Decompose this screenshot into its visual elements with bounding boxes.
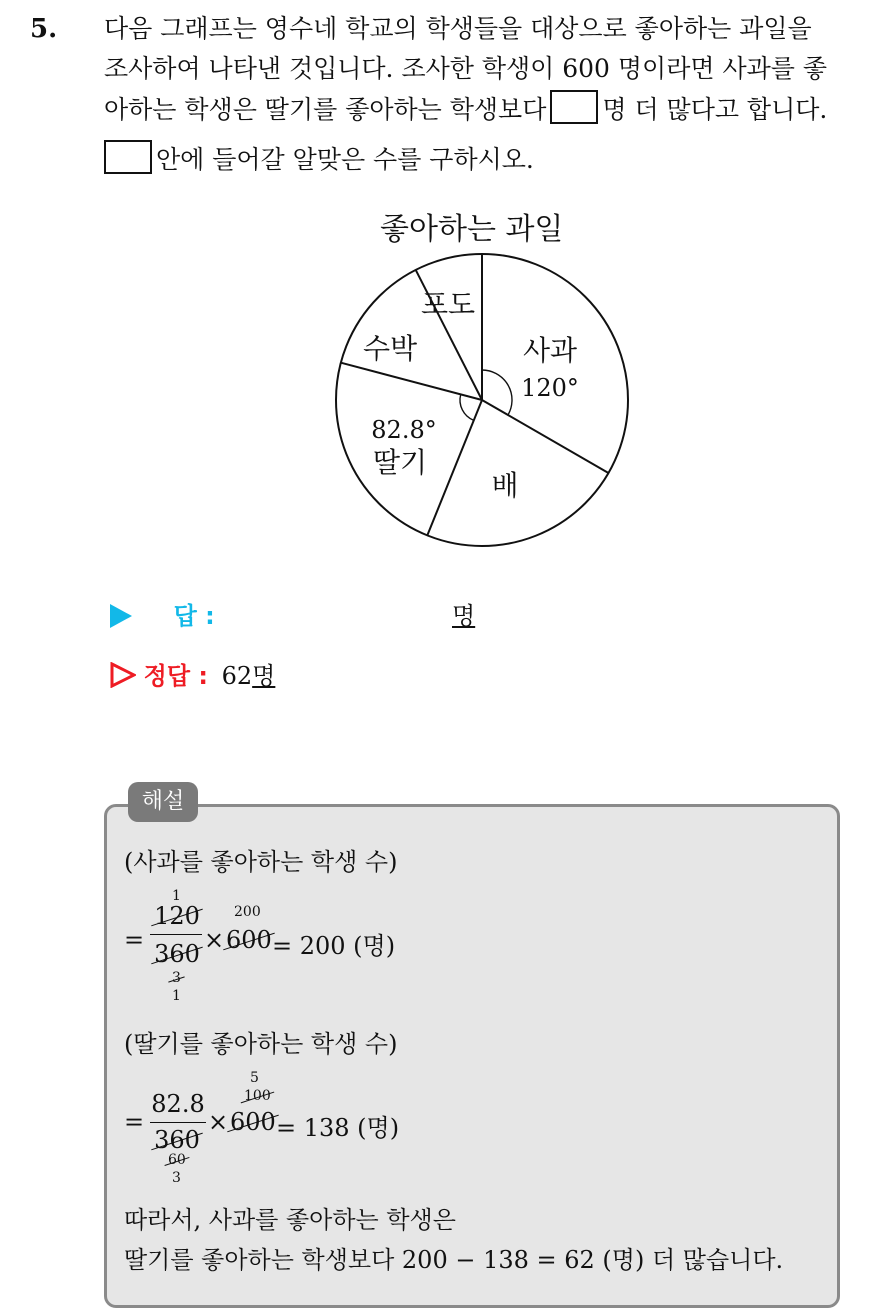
apple-equals: = <box>124 926 145 954</box>
apple-multiplier: 600 <box>226 926 272 954</box>
straw-fraction-bar <box>150 1122 206 1123</box>
answer-unit: 명 <box>452 602 476 630</box>
apple-result: = 200 (명) <box>272 932 396 960</box>
apple-denominator: 360 <box>154 940 200 968</box>
correct-answer-row <box>110 656 275 691</box>
apple-num-cancel: 1 <box>172 888 181 904</box>
straw-times: × <box>208 1108 229 1136</box>
answer-row <box>110 596 215 631</box>
question-line-1: 다음 그래프는 영수네 학교의 학생들을 대상으로 좋아하는 과일을 <box>104 14 812 43</box>
apple-times: × <box>204 926 225 954</box>
question-line-2: 조사하여 나타낸 것입니다. 조사한 학생이 600 명이라면 사과를 좋 <box>104 54 827 83</box>
straw-equals: = <box>124 1108 145 1136</box>
conclusion-line-2: 딸기를 좋아하는 학생보다 200 − 138 = 62 (명) 더 많습니다. <box>124 1246 784 1274</box>
question-line-3 <box>104 90 827 127</box>
apple-heading: (사과를 좋아하는 학생 수) <box>124 848 398 876</box>
question-line-4-text: 안에 들어갈 알맞은 수를 구하시오. <box>156 145 534 174</box>
straw-multiplier: 600 <box>230 1108 276 1136</box>
correct-answer-value: 62 <box>221 662 253 690</box>
answer-blank-box <box>550 90 598 124</box>
straw-result: = 138 (명) <box>276 1114 400 1142</box>
answer-blank-box-2 <box>104 140 152 174</box>
apple-den-cancel1: 3 <box>172 970 181 986</box>
play-icon <box>110 604 132 628</box>
straw-den-cancel2: 3 <box>172 1170 181 1186</box>
apple-den-cancel2: 1 <box>172 988 181 1004</box>
apple-fraction-bar <box>150 934 202 935</box>
pie-divider-3 <box>341 363 482 400</box>
strawberry-heading: (딸기를 좋아하는 학생 수) <box>124 1030 398 1058</box>
straw-mult-cancel2: 5 <box>250 1070 259 1086</box>
question-line-3b: 명 더 많다고 합니다. <box>602 95 828 124</box>
slice-label-watermelon: 수박 <box>362 332 418 365</box>
question-line-4 <box>104 140 534 177</box>
solution-tag: 해설 <box>128 782 198 822</box>
answer-label: 답 : <box>173 602 215 630</box>
straw-mult-cancel1: 100 <box>244 1088 271 1104</box>
chart-title: 좋아하는 과일 <box>380 212 564 247</box>
pie-divider-1 <box>482 400 608 473</box>
angle-label-apple: 120° <box>521 374 579 402</box>
pie-chart <box>300 240 660 560</box>
conclusion-line-1: 따라서, 사과를 좋아하는 학생은 <box>124 1206 456 1234</box>
slice-label-apple: 사과 <box>522 334 578 367</box>
correct-answer-label: 정답 : <box>143 662 208 690</box>
question-line-3a: 아하는 학생은 딸기를 좋아하는 학생보다 <box>104 95 547 124</box>
slice-label-grape: 포도 <box>420 288 476 321</box>
question-number: 5. <box>30 14 58 44</box>
straw-numerator: 82.8 <box>151 1090 205 1118</box>
angle-label-strawberry: 82.8° <box>371 416 437 444</box>
outline-triangle-icon <box>110 662 136 688</box>
straw-den-cancel1: 60 <box>168 1152 186 1168</box>
slice-label-pear: 배 <box>491 469 519 502</box>
straw-denominator: 360 <box>154 1126 200 1154</box>
correct-answer-unit: 명 <box>252 662 276 690</box>
slice-label-strawberry: 딸기 <box>372 446 428 479</box>
apple-mult-cancel: 200 <box>234 904 261 920</box>
apple-numerator: 120 <box>154 902 200 930</box>
